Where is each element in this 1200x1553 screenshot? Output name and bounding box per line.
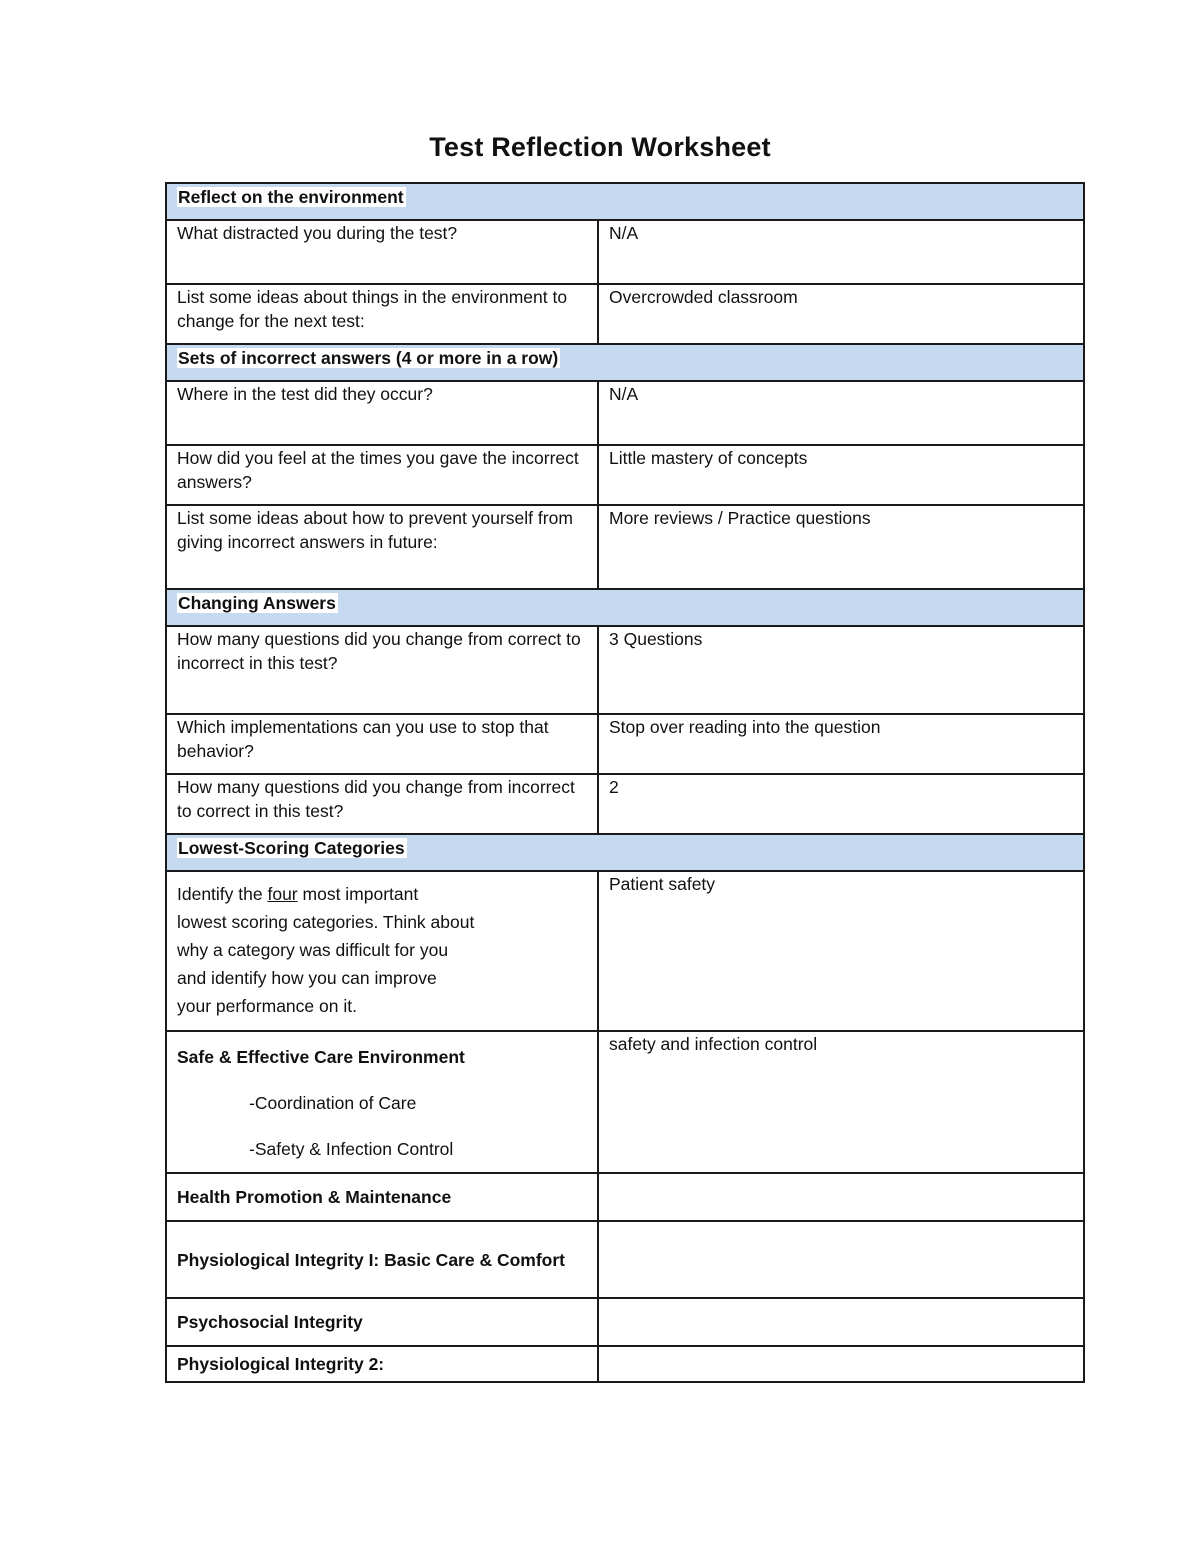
section-heading: Sets of incorrect answers (4 or more in a row) bbox=[178, 348, 559, 368]
category-cell-safe-effective bbox=[166, 1031, 598, 1173]
category-cell-physiological-1: Physiological Integrity I: Basic Care & Comfort bbox=[166, 1221, 598, 1298]
answer-cell[interactable]: 2 bbox=[598, 774, 1084, 834]
answer-cell[interactable]: Little mastery of concepts bbox=[598, 445, 1084, 505]
instructions-line-2: lowest scoring categories. Think about bbox=[177, 912, 475, 932]
question-cell: List some ideas about how to prevent yourself from giving incorrect answers in future: bbox=[166, 505, 598, 589]
answer-cell[interactable]: Patient safety bbox=[598, 871, 1084, 1031]
question-cell: What distracted you during the test? bbox=[166, 220, 598, 284]
table-row bbox=[166, 505, 1084, 589]
instructions-line-1: Identify the four most important bbox=[177, 884, 419, 904]
table-row bbox=[166, 626, 1084, 714]
answer-cell[interactable] bbox=[598, 1173, 1084, 1221]
answer-cell[interactable] bbox=[598, 1221, 1084, 1298]
table-row bbox=[166, 871, 1084, 1031]
table-row bbox=[166, 445, 1084, 505]
answer-cell[interactable]: Overcrowded classroom bbox=[598, 284, 1084, 344]
answer-cell[interactable]: safety and infection control bbox=[598, 1031, 1084, 1173]
section-heading: Changing Answers bbox=[178, 593, 336, 613]
instructions-line-5: your performance on it. bbox=[177, 996, 357, 1016]
table-row bbox=[166, 381, 1084, 445]
answer-cell[interactable]: More reviews / Practice questions bbox=[598, 505, 1084, 589]
subcategory-coordination: -Coordination of Care bbox=[249, 1093, 417, 1113]
table-row bbox=[166, 1031, 1084, 1173]
instructions-line-3: why a category was difficult for you bbox=[177, 940, 449, 960]
section-header-environment bbox=[166, 183, 1084, 220]
answer-cell[interactable]: N/A bbox=[598, 220, 1084, 284]
category-cell-health-promotion: Health Promotion & Maintenance bbox=[166, 1173, 598, 1221]
subcategory-safety: -Safety & Infection Control bbox=[249, 1139, 454, 1159]
table-row bbox=[166, 1298, 1084, 1346]
question-cell: How did you feel at the times you gave the incorrect answers? bbox=[166, 445, 598, 505]
question-cell: Where in the test did they occur? bbox=[166, 381, 598, 445]
table-row bbox=[166, 774, 1084, 834]
page-title: Test Reflection Worksheet bbox=[429, 132, 771, 162]
section-header-changing bbox=[166, 589, 1084, 626]
section-heading: Lowest-Scoring Categories bbox=[178, 838, 405, 858]
answer-cell[interactable] bbox=[598, 1346, 1084, 1382]
question-cell: How many questions did you change from incorrect to correct in this test? bbox=[166, 774, 598, 834]
section-header-incorrect bbox=[166, 344, 1084, 381]
table-row bbox=[166, 220, 1084, 284]
answer-cell[interactable]: 3 Questions bbox=[598, 626, 1084, 714]
table-row bbox=[166, 284, 1084, 344]
section-heading: Reflect on the environment bbox=[178, 187, 404, 207]
table-row bbox=[166, 1346, 1084, 1382]
instructions-cell bbox=[166, 871, 598, 1031]
section-header-lowest bbox=[166, 834, 1084, 871]
instructions-line-4: and identify how you can improve bbox=[177, 968, 437, 988]
question-cell: List some ideas about things in the environment to change for the next test: bbox=[166, 284, 598, 344]
worksheet-table bbox=[165, 182, 1085, 1383]
answer-cell[interactable] bbox=[598, 1298, 1084, 1346]
table-row bbox=[166, 1221, 1084, 1298]
table-row bbox=[166, 714, 1084, 774]
category-label: Safe & Effective Care Environment bbox=[177, 1047, 465, 1067]
answer-cell[interactable]: Stop over reading into the question bbox=[598, 714, 1084, 774]
question-cell: How many questions did you change from correct to incorrect in this test? bbox=[166, 626, 598, 714]
category-cell-psychosocial: Psychosocial Integrity bbox=[166, 1298, 598, 1346]
answer-cell[interactable]: N/A bbox=[598, 381, 1084, 445]
category-cell-physiological-2: Physiological Integrity 2: bbox=[166, 1346, 598, 1382]
table-row bbox=[166, 1173, 1084, 1221]
question-cell: Which implementations can you use to stop that behavior? bbox=[166, 714, 598, 774]
